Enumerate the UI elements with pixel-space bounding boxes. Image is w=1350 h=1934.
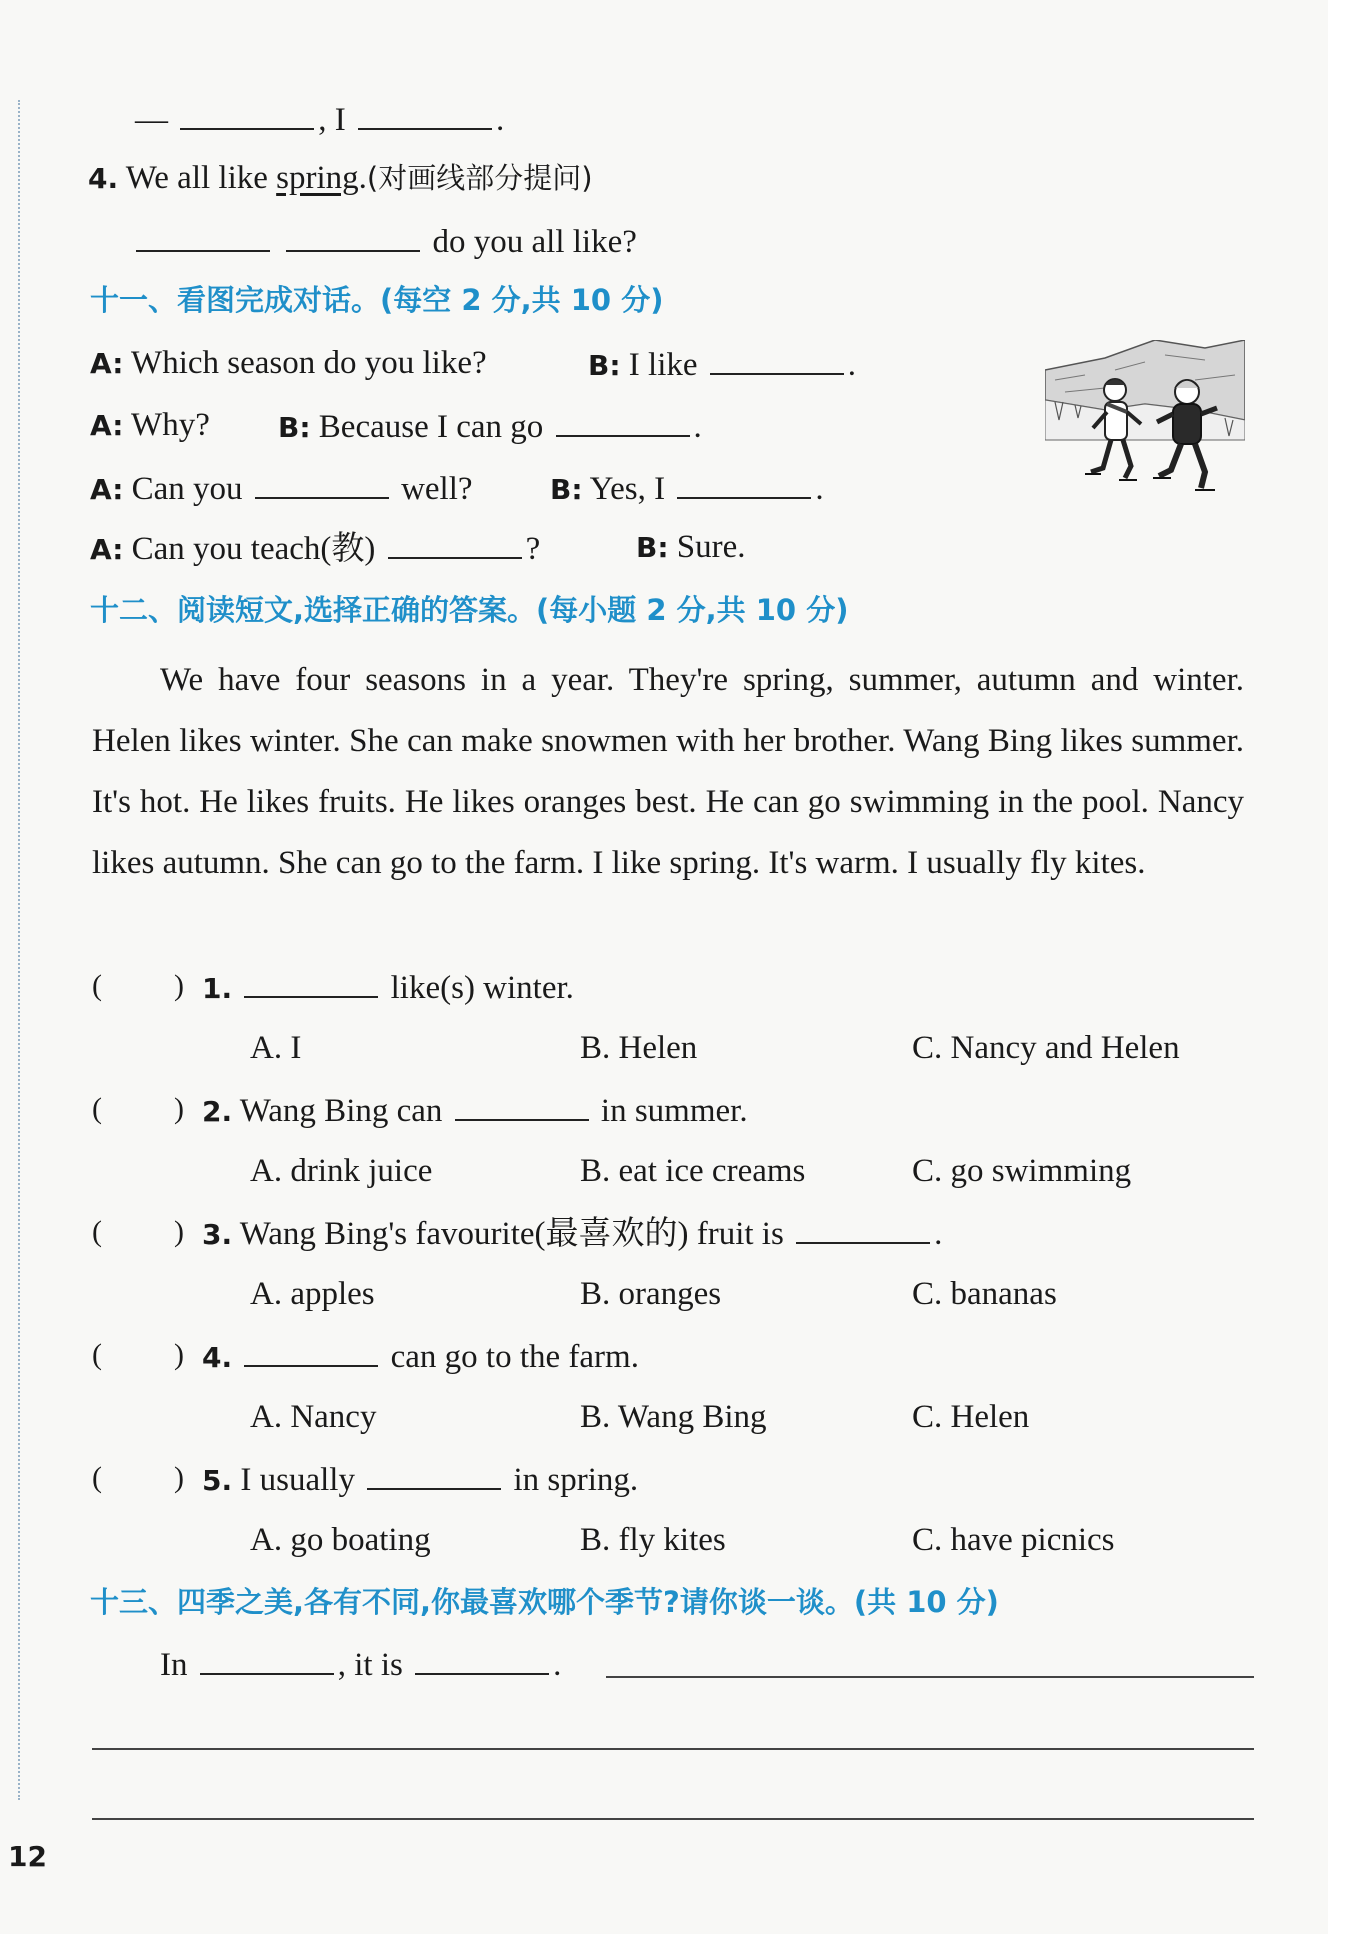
answer-blank[interactable] <box>358 98 492 130</box>
option-c[interactable]: C. Helen <box>912 1399 1030 1435</box>
speaker-b: B: <box>588 349 621 382</box>
section-12-title: 十二、阅读短文,选择正确的答案。(每小题 2 分,共 10 分) <box>90 593 849 627</box>
option-b[interactable]: B. Wang Bing <box>580 1399 767 1435</box>
paren-close: ) <box>174 1215 184 1248</box>
question-text: can go to the farm. <box>390 1339 639 1375</box>
option-b[interactable]: B. oranges <box>580 1276 722 1312</box>
dialogue-line-3-b <box>550 467 824 510</box>
answer-blank[interactable] <box>244 966 378 998</box>
question-instruction: (对画线部分提问) <box>366 161 593 195</box>
paren-open: ( <box>92 1215 102 1248</box>
answer-blank[interactable] <box>136 220 270 252</box>
question-number: 4. <box>202 1341 233 1374</box>
answer-blank[interactable] <box>710 343 844 375</box>
period: . <box>934 1216 943 1252</box>
question-4-answer <box>132 220 637 262</box>
speaker-a: A: <box>90 409 124 442</box>
section-13-title: 十三、四季之美,各有不同,你最喜欢哪个季节?请你谈一谈。(共 10 分) <box>90 1585 999 1619</box>
option-a[interactable]: A. Nancy <box>250 1399 377 1435</box>
option-b[interactable]: B. fly kites <box>580 1522 726 1558</box>
option-c[interactable]: C. have picnics <box>912 1522 1115 1558</box>
period: . <box>358 160 367 196</box>
answer-paren-5[interactable] <box>92 1458 184 1498</box>
speaker-b: B: <box>278 411 311 444</box>
paren-open: ( <box>92 1338 102 1371</box>
question-text: like(s) winter. <box>390 970 574 1006</box>
option-c[interactable]: C. go swimming <box>912 1153 1132 1189</box>
answer-blank[interactable] <box>286 220 420 252</box>
answer-text: do you all like? <box>432 224 637 260</box>
section-11-title: 十一、看图完成对话。(每空 2 分,共 10 分) <box>90 283 664 317</box>
option-c[interactable]: C. bananas <box>912 1276 1057 1312</box>
question-number: 5. <box>202 1464 233 1497</box>
answer-paren-2[interactable] <box>92 1089 184 1129</box>
question-4 <box>88 158 593 199</box>
dialogue-line-1 <box>90 343 487 384</box>
speaker-b: B: <box>550 473 583 506</box>
margin-dotted-line <box>18 100 20 1800</box>
question-text: I usually <box>240 1462 355 1498</box>
question-text: in spring. <box>513 1462 639 1498</box>
dash: — <box>135 102 168 138</box>
paren-open: ( <box>92 1092 102 1125</box>
speaker-a: A: <box>90 347 124 380</box>
answer-blank[interactable] <box>367 1458 501 1490</box>
period: . <box>553 1647 562 1683</box>
writing-prompt-line <box>160 1643 561 1685</box>
question-4b <box>202 1335 639 1378</box>
dialogue-text: Why? <box>131 407 210 443</box>
answer-blank[interactable] <box>255 467 389 499</box>
answer-blank[interactable] <box>244 1335 378 1367</box>
answer-blank[interactable] <box>677 467 811 499</box>
dialogue-line-3 <box>90 467 473 510</box>
period: . <box>847 347 857 383</box>
paren-open: ( <box>92 1461 102 1494</box>
period: . <box>496 102 505 138</box>
dialogue-text: I like <box>628 347 698 383</box>
speaker-b: B: <box>636 531 669 564</box>
writing-text: , it is <box>337 1647 403 1683</box>
dialogue-line-2-b <box>278 405 702 448</box>
paren-close: ) <box>174 969 184 1002</box>
answer-blank[interactable] <box>200 1643 334 1675</box>
page-edge <box>1328 0 1350 1934</box>
passage-text: We have four seasons in a year. They're spring, summer, autumn and winter. Helen likes winter. She can make snowmen with her brother. Wang Bing likes summer. It's hot. He likes fruits. He likes oranges best. He can go swimming in the pool. Nancy likes autumn. She can go to the farm. I like spring. It's warm. I usually fly kites. <box>92 662 1244 881</box>
dialogue-line-2 <box>90 405 210 446</box>
reading-passage <box>92 650 1244 894</box>
paren-open: ( <box>92 969 102 1002</box>
page-number: 12 <box>8 1840 47 1873</box>
question-number: 1. <box>202 972 233 1005</box>
previous-answer-line <box>135 98 504 140</box>
answer-paren-3[interactable] <box>92 1212 184 1252</box>
option-a[interactable]: A. go boating <box>250 1522 431 1558</box>
option-a[interactable]: A. apples <box>250 1276 375 1312</box>
paren-close: ) <box>174 1338 184 1371</box>
dialogue-text: Can you teach(教) <box>131 531 376 567</box>
ice-skating-illustration <box>1045 340 1245 512</box>
answer-blank[interactable] <box>415 1643 549 1675</box>
option-b[interactable]: B. Helen <box>580 1030 698 1066</box>
speaker-a: A: <box>90 473 124 506</box>
underlined-word: spring <box>276 160 359 196</box>
dialogue-text: Sure. <box>676 529 746 565</box>
comma-i-text: , I <box>318 102 346 138</box>
period: . <box>815 471 824 507</box>
option-a[interactable]: A. I <box>250 1030 302 1066</box>
writing-text: In <box>160 1647 188 1683</box>
writing-line[interactable] <box>92 1748 1254 1750</box>
question-2 <box>202 1089 748 1132</box>
writing-line[interactable] <box>92 1818 1254 1820</box>
dialogue-line-4-b <box>636 527 746 568</box>
paren-close: ) <box>174 1092 184 1125</box>
answer-blank[interactable] <box>796 1212 930 1244</box>
speaker-a: A: <box>90 533 124 566</box>
answer-blank[interactable] <box>180 98 314 130</box>
question-number: 2. <box>202 1095 233 1128</box>
answer-blank[interactable] <box>556 405 690 437</box>
answer-blank[interactable] <box>388 527 522 559</box>
answer-paren-1[interactable] <box>92 966 184 1006</box>
dialogue-text: Can you <box>131 471 243 507</box>
question-number: 4. <box>88 162 119 195</box>
dialogue-text: ? <box>525 531 541 567</box>
dialogue-text: well? <box>401 471 473 507</box>
answer-paren-4[interactable] <box>92 1335 184 1375</box>
dialogue-text: Which season do you like? <box>131 345 487 381</box>
question-1 <box>202 966 574 1009</box>
question-5 <box>202 1458 638 1501</box>
paren-close: ) <box>174 1461 184 1494</box>
option-c[interactable]: C. Nancy and Helen <box>912 1030 1180 1066</box>
dialogue-text: Because I can go <box>318 409 544 445</box>
question-number: 3. <box>202 1218 233 1251</box>
question-text: We all like <box>125 160 268 196</box>
question-text: in summer. <box>600 1093 748 1129</box>
dialogue-text: Yes, I <box>589 471 666 507</box>
option-b[interactable]: B. eat ice creams <box>580 1153 806 1189</box>
question-3 <box>202 1212 942 1255</box>
writing-line[interactable] <box>606 1676 1254 1678</box>
question-text: Wang Bing can <box>239 1093 443 1129</box>
answer-blank[interactable] <box>455 1089 589 1121</box>
dialogue-line-4 <box>90 527 540 570</box>
question-text: Wang Bing's favourite(最喜欢的) fruit is <box>239 1216 784 1252</box>
period: . <box>693 409 702 445</box>
dialogue-line-1-b <box>588 343 856 386</box>
option-a[interactable]: A. drink juice <box>250 1153 433 1189</box>
